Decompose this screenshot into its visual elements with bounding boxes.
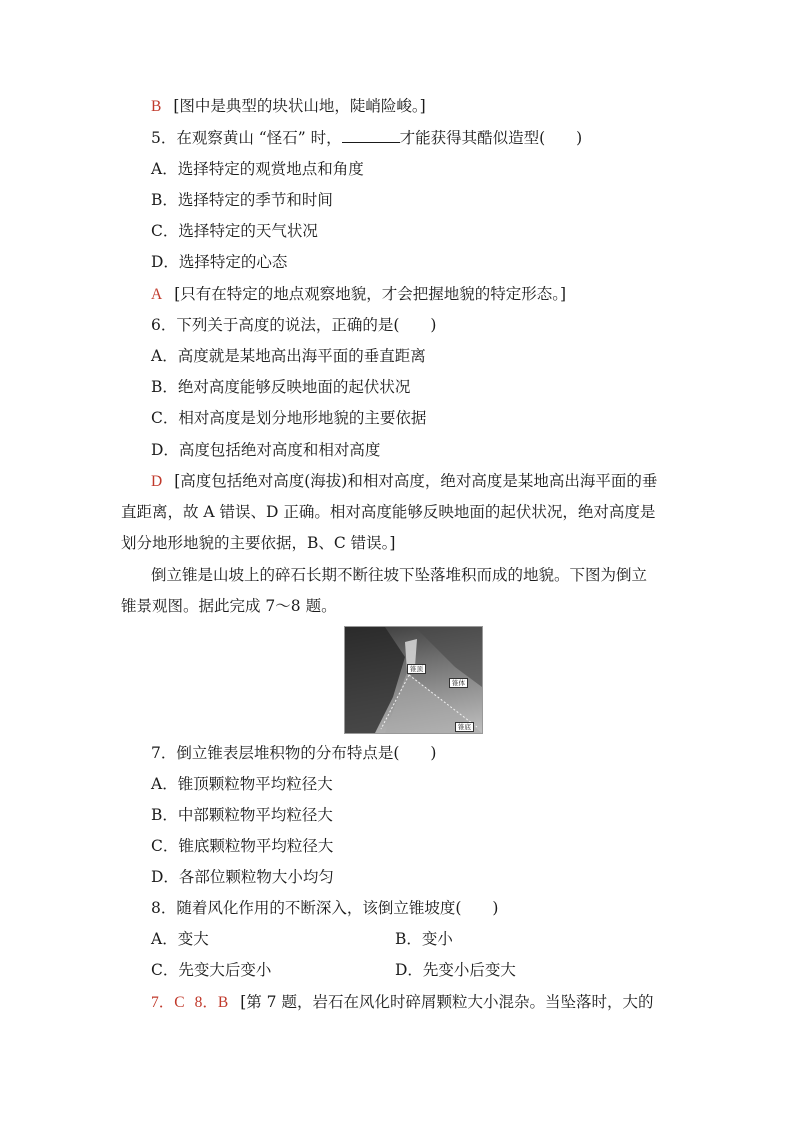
- q8-option-c: C．先变大后变小: [151, 961, 272, 979]
- question-6-stem: 6．下列关于高度的说法，正确的是( ): [151, 316, 437, 334]
- question-7-stem: 7．倒立锥表层堆积物的分布特点是( ): [151, 744, 437, 762]
- q7-option-b: B．中部颗粒物平均粒径大: [151, 806, 333, 824]
- q6-answer-line-3: 划分地形地貌的主要依据，B、C 错误。]: [121, 534, 396, 552]
- answer-explanation: [只有在特定的地点观察地貌，才会把握地貌的特定形态。]: [174, 285, 567, 303]
- figure-label-top: 锥顶: [407, 664, 426, 674]
- q6-answer-line-2: 直距离，故 A 错误、D 正确。相对高度能够反映地面的起伏状况，绝对高度是: [121, 503, 656, 521]
- q7-option-d: D．各部位颗粒物大小均匀: [151, 868, 334, 886]
- q6-option-b: B．绝对高度能够反映地面的起伏状况: [151, 378, 411, 396]
- fill-blank: [342, 128, 400, 143]
- q7-option-a: A．锥顶颗粒物平均粒径大: [151, 775, 333, 793]
- question-5-stem: 5．在观察黄山 “怪石” 时， 才能获得其酷似造型( ): [151, 129, 583, 147]
- q7-option-c: C．锥底颗粒物平均粒径大: [151, 837, 334, 855]
- answer-letter: D: [151, 473, 163, 490]
- answer-letter: B: [151, 98, 162, 115]
- passage-line-1: 倒立锥是山坡上的碎石长期不断往坡下坠落堆积而成的地貌。下图为倒立: [151, 566, 648, 584]
- q5-answer-line: [151, 284, 566, 305]
- figure-label-bottom: 锥底: [455, 722, 474, 732]
- figure-label-middle: 锥体: [449, 678, 468, 688]
- q5-option-c: C．选择特定的天气状况: [151, 222, 318, 240]
- q5-option-d: D．选择特定的心态: [151, 253, 288, 271]
- answer-explanation: [图中是典型的块状山地，陡峭险峻。]: [173, 97, 426, 115]
- q4-answer-line: [151, 96, 426, 117]
- q8-option-d: D．先变小后变大: [395, 961, 516, 979]
- q6-option-c: C．相对高度是划分地形地貌的主要依据: [151, 409, 427, 427]
- q5-option-b: B．选择特定的季节和时间: [151, 191, 333, 209]
- answer-letter: A: [151, 286, 163, 303]
- q6-option-d: D．高度包括绝对高度和相对高度: [151, 441, 381, 459]
- q6-option-a: A．高度就是某地高出海平面的垂直距离: [151, 347, 426, 365]
- q5-option-a: A．选择特定的观赏地点和角度: [151, 160, 364, 178]
- q6-answer-line-1: D [高度包括绝对高度(海拔)和相对高度，绝对高度是某地高出海平面的垂: [151, 472, 658, 490]
- q8-option-a: A．变大: [151, 930, 209, 948]
- q8-option-b: B．变小: [395, 930, 453, 948]
- answer-7: 7．C: [151, 994, 185, 1011]
- q7-8-answer-line: [151, 992, 653, 1013]
- inverted-cone-photo: [344, 626, 483, 734]
- question-8-stem: 8．随着风化作用的不断深入，该倒立锥坡度( ): [151, 899, 499, 917]
- answer-explanation: [第 7 题，岩石在风化时碎屑颗粒大小混杂。当坠落时，大的: [240, 993, 654, 1011]
- passage-line-2: 锥景观图。据此完成 7～8 题。: [121, 597, 337, 615]
- answer-8: 8．B: [194, 994, 229, 1011]
